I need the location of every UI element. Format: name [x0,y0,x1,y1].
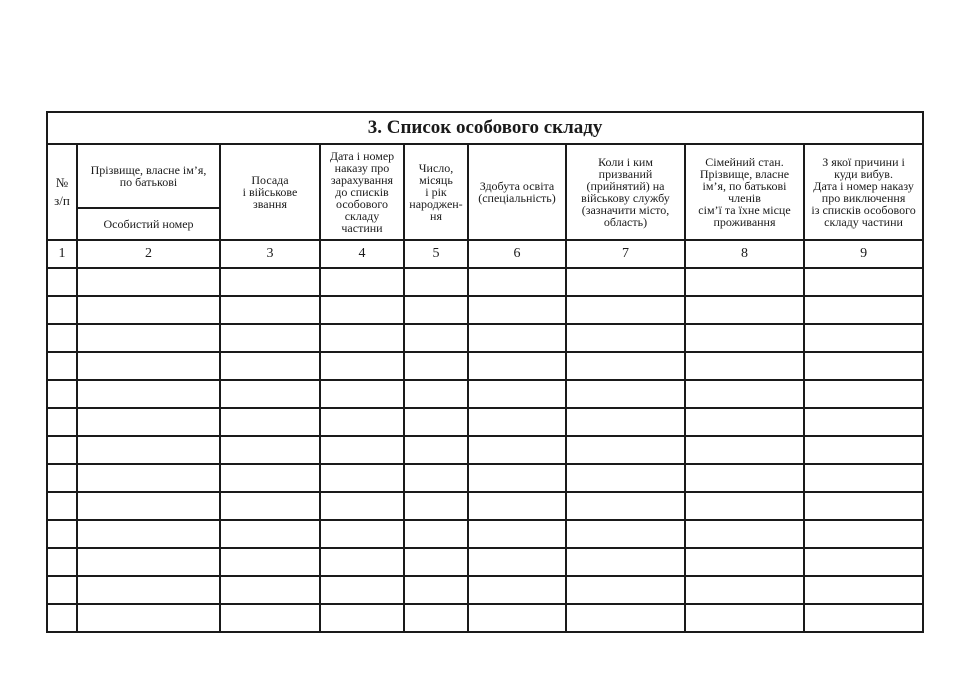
empty-cell [685,576,804,604]
empty-cell [566,576,685,604]
empty-cell [566,268,685,296]
empty-cell [220,408,320,436]
empty-cell [804,576,923,604]
empty-cell [77,324,220,352]
table-row [47,268,923,296]
empty-cell [404,324,468,352]
empty-cell [566,436,685,464]
empty-cell [320,520,404,548]
empty-cell [468,324,566,352]
empty-cell [77,296,220,324]
table-row [47,324,923,352]
header-family-status: Сімейний стан. Прізвище, власне ім’я, по батькові членів сім’ї та їхне місце проживання [685,144,804,240]
empty-cell [404,520,468,548]
column-number: 6 [468,240,566,268]
empty-cell [685,324,804,352]
empty-cell [804,408,923,436]
personnel-list-table [46,111,924,633]
empty-cell [404,296,468,324]
empty-cell [468,408,566,436]
empty-cell [47,380,77,408]
empty-cell [804,296,923,324]
empty-cell [468,380,566,408]
header-conscription: Коли і ким призваний (прийнятий) на військову службу (зазначити місто, область) [566,144,685,240]
empty-cell [77,492,220,520]
empty-cell [804,520,923,548]
empty-cell [566,408,685,436]
empty-cell [468,604,566,632]
empty-cell [47,324,77,352]
table-row [47,548,923,576]
empty-cell [404,268,468,296]
column-number: 7 [566,240,685,268]
header-departure-reason: З якої причини і куди вибув. Дата і номер наказу про виключення із списків особового складу частини [804,144,923,240]
empty-cell [220,548,320,576]
empty-cell [47,548,77,576]
empty-cell [566,492,685,520]
empty-cell [220,520,320,548]
empty-cell [404,436,468,464]
empty-cell [566,296,685,324]
empty-cell [47,576,77,604]
empty-cell [804,604,923,632]
empty-cell [320,464,404,492]
empty-cell [404,576,468,604]
table-row [47,352,923,380]
table-row [47,492,923,520]
empty-cell [685,436,804,464]
header-education: Здобута освіта (спеціальність) [468,144,566,240]
table-row [47,576,923,604]
empty-cell [404,604,468,632]
empty-cell [320,296,404,324]
header-birth-date: Число, місяць і рік народжен- ня [404,144,468,240]
header-full-name: Прізвище, власне ім’я, по батькові [77,144,220,208]
empty-cell [566,548,685,576]
empty-cell [468,520,566,548]
empty-cell [220,464,320,492]
empty-cell [220,436,320,464]
empty-cell [685,380,804,408]
empty-cell [47,436,77,464]
empty-cell [404,464,468,492]
empty-cell [320,604,404,632]
header-enrollment-order: Дата і номер наказу про зарахування до списків особового складу частини [320,144,404,240]
data-rows [47,268,923,632]
empty-cell [404,380,468,408]
empty-cell [77,380,220,408]
empty-cell [320,576,404,604]
empty-cell [685,604,804,632]
empty-cell [566,464,685,492]
empty-cell [77,408,220,436]
empty-cell [320,548,404,576]
header-serial-number: № з/п [47,144,77,240]
empty-cell [320,324,404,352]
empty-cell [77,576,220,604]
empty-cell [804,492,923,520]
empty-cell [804,268,923,296]
empty-cell [804,380,923,408]
empty-cell [468,576,566,604]
column-number: 9 [804,240,923,268]
empty-cell [804,464,923,492]
column-number: 4 [320,240,404,268]
empty-cell [404,408,468,436]
empty-cell [220,352,320,380]
table-row [47,520,923,548]
empty-cell [220,492,320,520]
table-title: 3. Список особового складу [47,112,923,144]
empty-cell [804,436,923,464]
empty-cell [685,408,804,436]
empty-cell [468,268,566,296]
empty-cell [404,548,468,576]
empty-cell [47,352,77,380]
empty-cell [566,520,685,548]
empty-cell [220,576,320,604]
empty-cell [566,324,685,352]
column-number: 1 [47,240,77,268]
empty-cell [77,268,220,296]
empty-cell [804,324,923,352]
column-number: 8 [685,240,804,268]
column-number: 5 [404,240,468,268]
empty-cell [47,296,77,324]
empty-cell [77,352,220,380]
empty-cell [685,464,804,492]
empty-cell [220,268,320,296]
empty-cell [685,492,804,520]
header-personal-number: Особистий номер [77,208,220,240]
table-row [47,464,923,492]
column-number-row [47,240,923,268]
empty-cell [320,408,404,436]
empty-cell [320,492,404,520]
empty-cell [220,324,320,352]
empty-cell [566,604,685,632]
empty-cell [77,548,220,576]
header-position-rank: Посада і військове звання [220,144,320,240]
empty-cell [220,380,320,408]
empty-cell [804,352,923,380]
empty-cell [468,352,566,380]
empty-cell [468,548,566,576]
empty-cell [320,268,404,296]
table-row [47,380,923,408]
empty-cell [685,520,804,548]
empty-cell [320,380,404,408]
empty-cell [47,464,77,492]
empty-cell [685,548,804,576]
empty-cell [685,352,804,380]
empty-cell [404,492,468,520]
empty-cell [47,268,77,296]
column-number: 2 [77,240,220,268]
empty-cell [220,296,320,324]
empty-cell [404,352,468,380]
empty-cell [47,492,77,520]
table-row [47,436,923,464]
empty-cell [566,380,685,408]
empty-cell [804,548,923,576]
empty-cell [220,604,320,632]
empty-cell [468,436,566,464]
empty-cell [685,296,804,324]
empty-cell [566,352,685,380]
table-row [47,408,923,436]
table-row [47,296,923,324]
empty-cell [685,268,804,296]
empty-cell [77,464,220,492]
table-row [47,604,923,632]
empty-cell [320,436,404,464]
empty-cell [468,464,566,492]
empty-cell [47,604,77,632]
empty-cell [47,520,77,548]
column-number: 3 [220,240,320,268]
empty-cell [468,492,566,520]
empty-cell [468,296,566,324]
empty-cell [77,604,220,632]
empty-cell [47,408,77,436]
empty-cell [77,520,220,548]
empty-cell [77,436,220,464]
empty-cell [320,352,404,380]
